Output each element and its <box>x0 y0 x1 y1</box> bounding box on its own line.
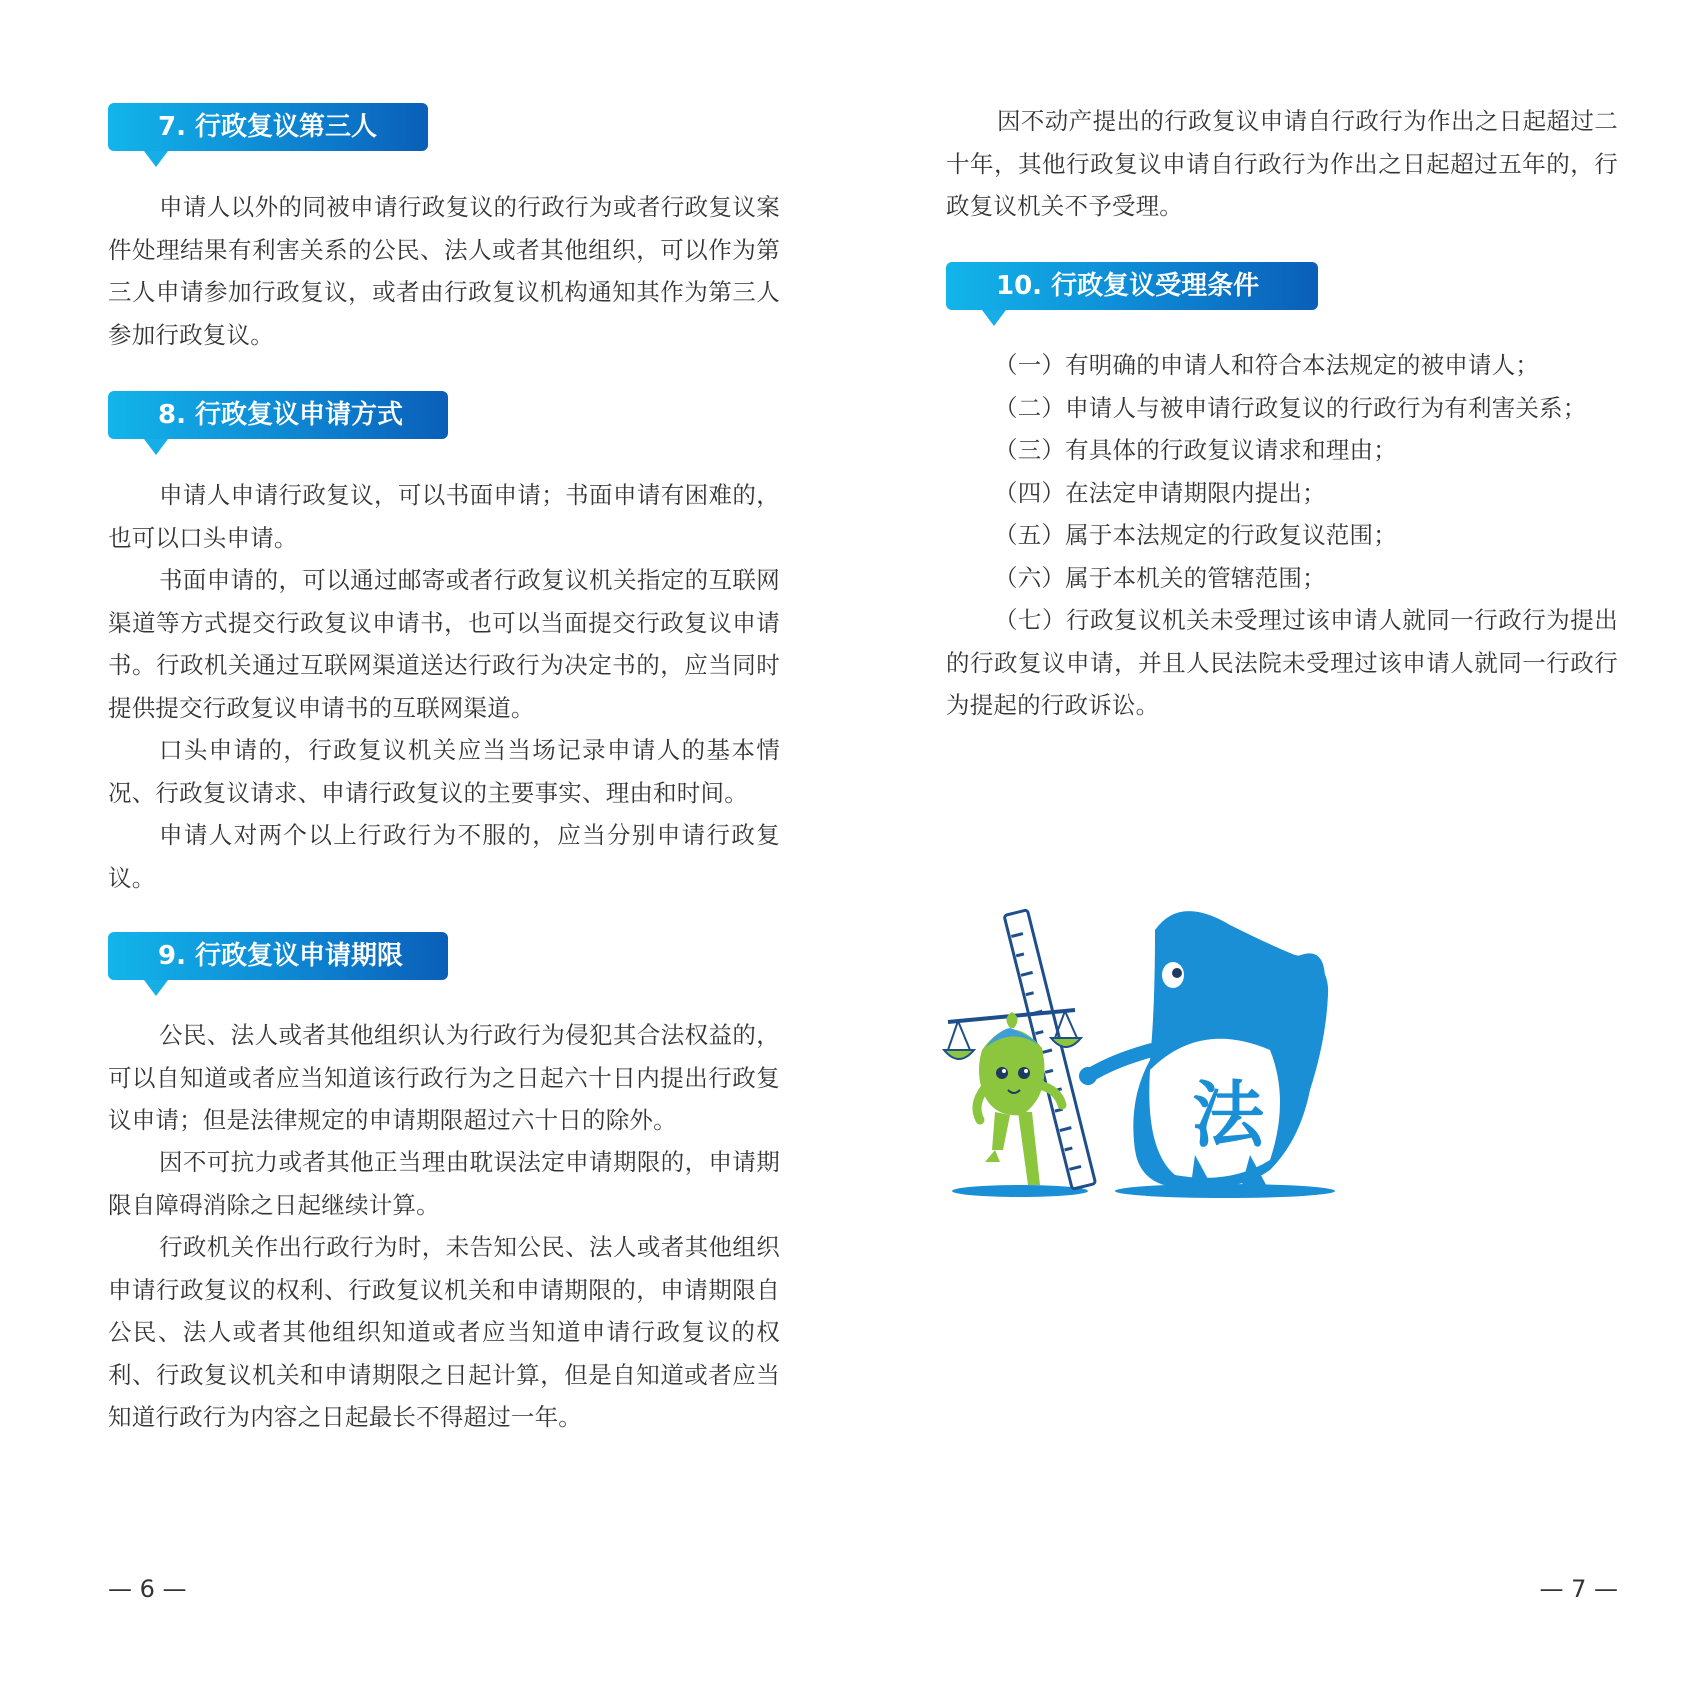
page-number-left: — 6 — <box>108 1575 187 1603</box>
section-9-continued: 因不动产提出的行政复议申请自行政行为作出之日起超过二十年，其他行政复议申请自行政行为作出之日起超过五年的，行政复议机关不予受理。 <box>946 107 1618 220</box>
condition-item-2: （二）申请人与被申请行政复议的行政行为有利害关系； <box>994 394 1587 422</box>
section-8-title: 8. 行政复议申请方式 <box>108 391 448 439</box>
section-8-paragraph-1: 申请人申请行政复议，可以书面申请；书面申请有困难的，也可以口头申请。 <box>108 481 780 552</box>
ground-shadow-left <box>952 1185 1088 1197</box>
mascot-emblem: 法 <box>1192 1073 1265 1157</box>
section-10-title: 10. 行政复议受理条件 <box>946 262 1318 310</box>
condition-item-4: （四）在法定申请期限内提出； <box>994 479 1326 507</box>
condition-item-1: （一）有明确的申请人和符合本法规定的被申请人； <box>994 351 1540 379</box>
section-9-title: 9. 行政复议申请期限 <box>108 932 448 980</box>
condition-item-5: （五）属于本法规定的行政复议范围； <box>994 521 1397 549</box>
section-8-paragraph-3: 口头申请的，行政复议机关应当当场记录申请人的基本情况、行政复议请求、申请行政复议的主要事实、理由和时间。 <box>108 736 780 807</box>
section-7-title: 7. 行政复议第三人 <box>108 103 428 151</box>
section-9-paragraph-3: 行政机关作出行政行为时，未告知公民、法人或者其他组织申请行政复议的权利、行政复议机关和申请期限的，申请期限自公民、法人或者其他组织知道或者应当知道申请行政复议的权利、行政复议机关和申请期限之日起计算，但是自知道或者应当知道行政行为内容之日起最长不得超过一年。 <box>108 1233 780 1431</box>
mascot-illustration <box>940 900 1410 1200</box>
condition-item-7: （七）行政复议机关未受理过该申请人就同一行政行为提出的行政复议申请，并且人民法院未受理过该申请人就同一行政行为提起的行政诉讼。 <box>946 606 1618 719</box>
section-8-paragraph-2: 书面申请的，可以通过邮寄或者行政复议机关指定的互联网渠道等方式提交行政复议申请书，也可以当面提交行政复议申请书。行政机关通过互联网渠道送达行政行为决定书的，应当同时提供提交行政复议申请书的互联网渠道。 <box>108 566 780 722</box>
section-8-paragraph-4: 申请人对两个以上行政行为不服的，应当分别申请行政复议。 <box>108 821 780 892</box>
section-7-paragraph-1: 申请人以外的同被申请行政复议的行政行为或者行政复议案件处理结果有利害关系的公民、法人或者其他组织，可以作为第三人申请参加行政复议，或者由行政复议机构通知其作为第三人参加行政复议。 <box>108 193 780 349</box>
section-9-paragraph-2: 因不可抗力或者其他正当理由耽误法定申请期限的，申请期限自障碍消除之日起继续计算。 <box>108 1148 780 1219</box>
condition-item-6: （六）属于本机关的管辖范围； <box>994 564 1326 592</box>
condition-item-3: （三）有具体的行政复议请求和理由； <box>994 436 1397 464</box>
page-number-right: — 7 — <box>1539 1575 1618 1603</box>
section-9-paragraph-1: 公民、法人或者其他组织认为行政行为侵犯其合法权益的，可以自知道或者应当知道该行政行为之日起六十日内提出行政复议申请；但是法律规定的申请期限超过六十日的除外。 <box>108 1021 780 1134</box>
blue-mascot <box>1079 911 1328 1192</box>
